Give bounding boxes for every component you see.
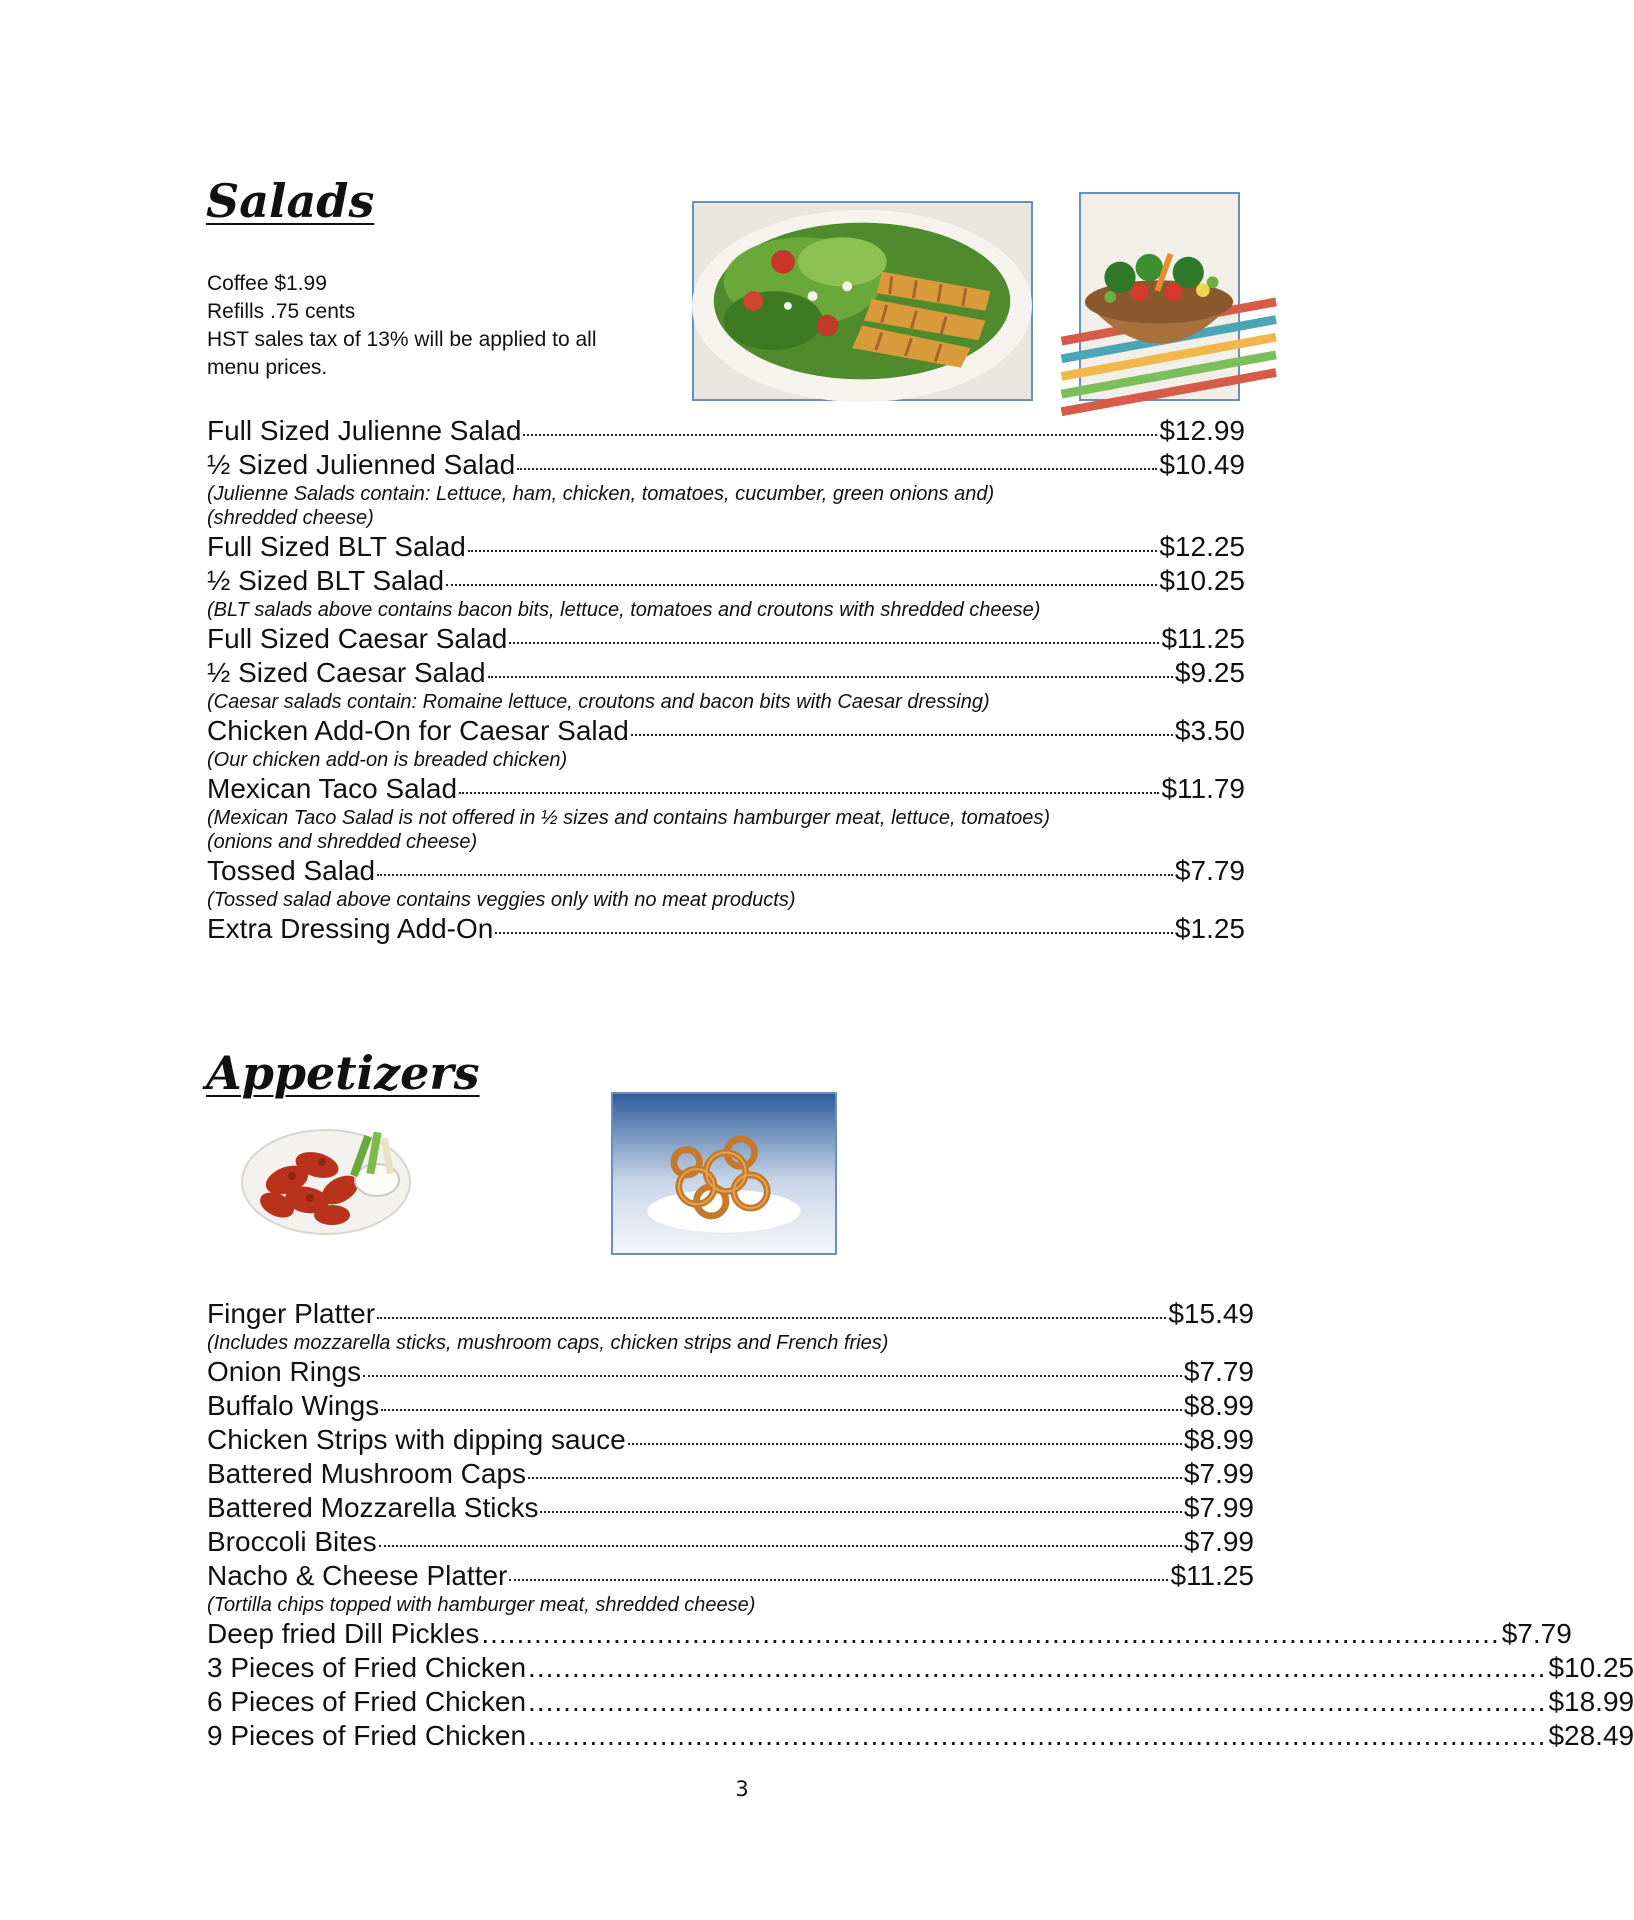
item-name: Nacho & Cheese Platter bbox=[207, 1560, 508, 1591]
item-price: $9.25 bbox=[1174, 657, 1245, 688]
dot-leader: .................................................................................................................... bbox=[481, 1618, 1500, 1649]
item-price: $12.99 bbox=[1159, 415, 1245, 446]
note-tax-cont: menu prices. bbox=[207, 356, 328, 379]
chicken-salad-photo bbox=[692, 201, 1033, 401]
item-description bbox=[207, 690, 1245, 714]
item-description bbox=[207, 888, 1245, 912]
dot-leader: .................................................................................................................... bbox=[528, 1686, 1547, 1717]
description-line: (Tortilla chips topped with hamburger meat, shredded cheese) bbox=[207, 1594, 756, 1616]
description-line: (shredded cheese) bbox=[207, 507, 374, 529]
item-name: Onion Rings bbox=[207, 1356, 362, 1387]
menu-item bbox=[207, 564, 1245, 598]
dot-leader bbox=[379, 1545, 1182, 1547]
menu-item bbox=[207, 1491, 1254, 1525]
item-name: Mexican Taco Salad bbox=[207, 773, 458, 804]
item-name: Extra Dressing Add-On bbox=[207, 913, 494, 944]
item-price: $7.99 bbox=[1183, 1458, 1254, 1489]
dot-leader bbox=[363, 1375, 1182, 1377]
description-line: (onions and shredded cheese) bbox=[207, 831, 478, 853]
menu-item bbox=[207, 1457, 1254, 1491]
item-price: $10.25 bbox=[1159, 565, 1245, 596]
description-line: (Julienne Salads contain: Lettuce, ham, chicken, tomatoes, cucumber, green onions and) bbox=[207, 483, 995, 505]
item-description bbox=[207, 598, 1245, 622]
item-name: Broccoli Bites bbox=[207, 1526, 377, 1557]
item-price: $7.99 bbox=[1183, 1492, 1254, 1523]
item-name: Chicken Add-On for Caesar Salad bbox=[207, 715, 629, 746]
item-price: $18.99 bbox=[1548, 1686, 1634, 1717]
item-name: Full Sized Julienne Salad bbox=[207, 415, 522, 446]
menu-item bbox=[207, 1719, 1634, 1753]
menu-item bbox=[207, 448, 1245, 482]
item-price: $1.25 bbox=[1174, 913, 1245, 944]
item-name: ½ Sized Caesar Salad bbox=[207, 657, 486, 688]
item-name: 3 Pieces of Fried Chicken bbox=[207, 1652, 527, 1683]
appetizers-heading: Appetizers bbox=[206, 1046, 480, 1100]
item-name: Tossed Salad bbox=[207, 855, 376, 886]
description-line: (BLT salads above contains bacon bits, lettuce, tomatoes and croutons with shredded cheese) bbox=[207, 599, 1041, 621]
menu-item bbox=[207, 1297, 1254, 1331]
dot-leader bbox=[628, 1443, 1182, 1445]
dot-leader bbox=[377, 874, 1173, 876]
item-name: 6 Pieces of Fried Chicken bbox=[207, 1686, 527, 1717]
item-description bbox=[207, 806, 1245, 854]
vegetable-salad-bowl-photo bbox=[1079, 192, 1240, 401]
page-number: 3 bbox=[735, 1777, 749, 1801]
dot-leader bbox=[488, 676, 1173, 678]
note-tax: HST sales tax of 13% will be applied to all bbox=[207, 328, 597, 351]
note-refills: Refills .75 cents bbox=[207, 300, 356, 323]
item-price: $7.99 bbox=[1183, 1526, 1254, 1557]
salads-menu bbox=[207, 414, 1245, 946]
item-name: ½ Sized BLT Salad bbox=[207, 565, 445, 596]
item-name: Full Sized Caesar Salad bbox=[207, 623, 508, 654]
item-name: ½ Sized Julienned Salad bbox=[207, 449, 516, 480]
dot-leader bbox=[509, 1579, 1168, 1581]
dot-leader bbox=[468, 550, 1157, 552]
dot-leader bbox=[631, 734, 1173, 736]
description-line: (Mexican Taco Salad is not offered in ½ sizes and contains hamburger meat, lettuce, tomatoes) bbox=[207, 807, 1051, 829]
item-name: Deep fried Dill Pickles bbox=[207, 1618, 480, 1649]
item-price: $7.79 bbox=[1183, 1356, 1254, 1387]
buffalo-wings-photo bbox=[232, 1110, 416, 1248]
description-line: (Caesar salads contain: Romaine lettuce, croutons and bacon bits with Caesar dressing) bbox=[207, 691, 990, 713]
item-name: Battered Mozzarella Sticks bbox=[207, 1492, 539, 1523]
menu-item bbox=[207, 530, 1245, 564]
menu-item bbox=[207, 1559, 1254, 1593]
onion-rings-photo bbox=[611, 1092, 837, 1255]
dot-leader bbox=[381, 1409, 1182, 1411]
menu-item bbox=[207, 854, 1245, 888]
item-price: $10.49 bbox=[1159, 449, 1245, 480]
dot-leader bbox=[446, 584, 1157, 586]
item-price: $7.79 bbox=[1501, 1618, 1572, 1649]
description-line: (Tossed salad above contains veggies only with no meat products) bbox=[207, 889, 796, 911]
item-price: $15.49 bbox=[1168, 1298, 1254, 1329]
menu-item bbox=[207, 622, 1245, 656]
item-price: $11.25 bbox=[1161, 623, 1245, 654]
dot-leader bbox=[540, 1511, 1181, 1513]
item-price: $3.50 bbox=[1174, 715, 1245, 746]
menu-item bbox=[207, 1423, 1254, 1457]
dot-leader bbox=[509, 642, 1159, 644]
menu-item bbox=[207, 414, 1245, 448]
salads-heading: Salads bbox=[206, 174, 375, 228]
item-price: $28.49 bbox=[1548, 1720, 1634, 1751]
dot-leader: .................................................................................................................... bbox=[528, 1720, 1547, 1751]
description-line: (Our chicken add-on is breaded chicken) bbox=[207, 749, 568, 771]
item-price: $11.79 bbox=[1161, 773, 1245, 804]
note-coffee: Coffee $1.99 bbox=[207, 272, 327, 295]
item-price: $8.99 bbox=[1183, 1390, 1254, 1421]
item-description bbox=[207, 1593, 1254, 1617]
item-price: $7.79 bbox=[1174, 855, 1245, 886]
description-line: (Includes mozzarella sticks, mushroom caps, chicken strips and French fries) bbox=[207, 1332, 889, 1354]
menu-item bbox=[207, 1651, 1634, 1685]
dot-leader bbox=[377, 1317, 1166, 1319]
menu-item bbox=[207, 1355, 1254, 1389]
item-name: 9 Pieces of Fried Chicken bbox=[207, 1720, 527, 1751]
item-name: Full Sized BLT Salad bbox=[207, 531, 466, 562]
dot-leader bbox=[459, 792, 1159, 794]
item-name: Battered Mushroom Caps bbox=[207, 1458, 527, 1489]
item-price: $10.25 bbox=[1548, 1652, 1634, 1683]
item-description bbox=[207, 1331, 1254, 1355]
menu-item bbox=[207, 772, 1245, 806]
dot-leader bbox=[523, 434, 1157, 436]
menu-item bbox=[207, 656, 1245, 690]
item-name: Chicken Strips with dipping sauce bbox=[207, 1424, 626, 1455]
item-price: $12.25 bbox=[1159, 531, 1245, 562]
item-price: $11.25 bbox=[1170, 1560, 1254, 1591]
item-price: $8.99 bbox=[1183, 1424, 1254, 1455]
item-description bbox=[207, 748, 1245, 772]
menu-item bbox=[207, 1617, 1572, 1651]
menu-item bbox=[207, 714, 1245, 748]
item-name: Finger Platter bbox=[207, 1298, 376, 1329]
salads-notes bbox=[207, 270, 677, 382]
appetizers-menu bbox=[207, 1297, 1634, 1753]
dot-leader: .................................................................................................................... bbox=[528, 1652, 1547, 1683]
dot-leader bbox=[517, 468, 1157, 470]
menu-item bbox=[207, 1685, 1634, 1719]
menu-item bbox=[207, 1389, 1254, 1423]
item-description bbox=[207, 482, 1245, 530]
item-name: Buffalo Wings bbox=[207, 1390, 380, 1421]
menu-item bbox=[207, 912, 1245, 946]
dot-leader bbox=[495, 932, 1173, 934]
menu-item bbox=[207, 1525, 1254, 1559]
dot-leader bbox=[528, 1477, 1182, 1479]
